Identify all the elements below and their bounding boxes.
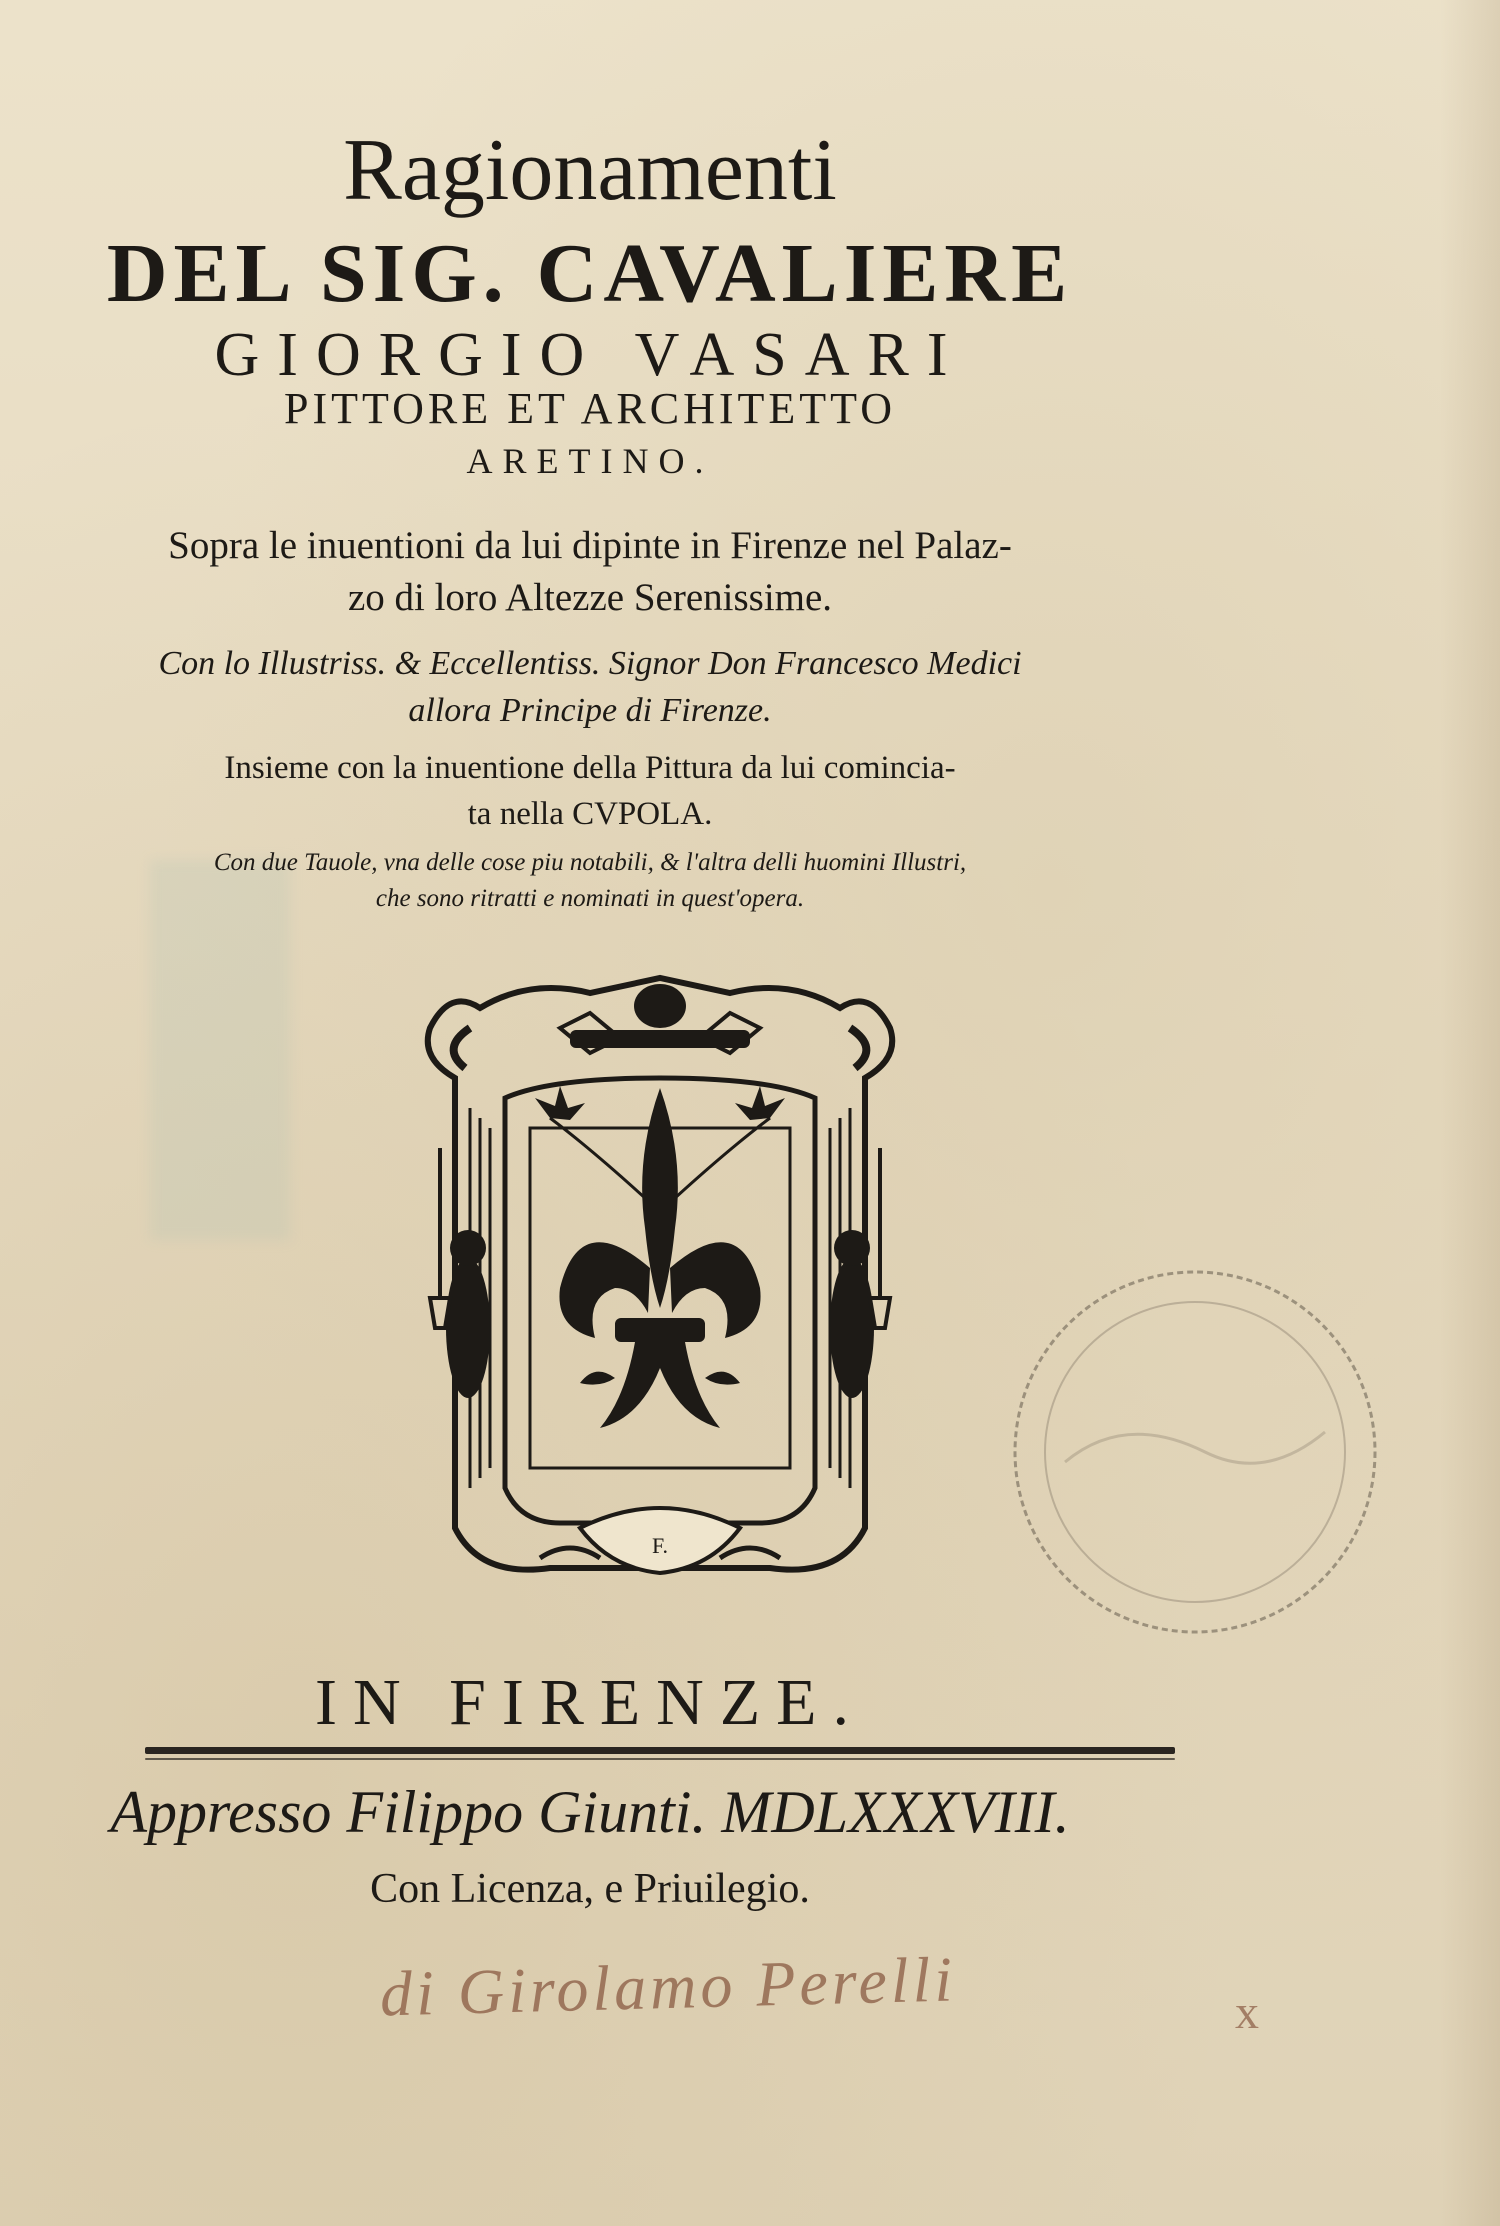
author-origin: ARETINO. — [466, 441, 714, 481]
horizontal-rule-thin — [145, 1758, 1175, 1760]
handwritten-ownership-signature: di Girolamo Perelli — [379, 1943, 957, 2030]
page-edge-shadow — [1440, 0, 1500, 2226]
text-line: Sopra le inuentioni da lui dipinte in Firenze nel Palaz- — [168, 524, 1012, 567]
author-name: GIORGIO VASARI — [214, 321, 966, 389]
text-line: allora Principe di Firenze. — [408, 692, 772, 729]
imprint-place: IN FIRENZE. — [315, 1666, 865, 1739]
horizontal-rule — [145, 1747, 1175, 1754]
text-line: zo di loro Altezze Serenissime. — [347, 576, 833, 619]
author-line-1: DEL SIG. CAVALIERE — [106, 227, 1074, 320]
emblem-letter: F. — [652, 1533, 668, 1558]
medici-fleur-de-lis-emblem — [410, 968, 910, 1598]
book-title: Ragionamenti — [343, 122, 837, 219]
library-stamp — [1005, 1262, 1385, 1642]
license-line: Con Licenza, e Priuilegio. — [370, 1866, 810, 1912]
text-line: Con due Tauole, vna delle cose piu notabili, & l'altra delli huomini Illustri, — [213, 849, 967, 876]
handwritten-mark: x — [1235, 1986, 1259, 2039]
text-line: Insieme con la inuentione della Pittura da lui comincia- — [224, 750, 956, 786]
text-line: che sono ritratti e nominati in quest'opera. — [375, 885, 805, 912]
show-through-stain — [150, 860, 290, 1240]
subtitle-paragraph-3 — [0, 745, 1180, 837]
text-line: Con lo Illustriss. & Eccellentiss. Signor Don Francesco Medici — [158, 645, 1022, 682]
subtitle-paragraph-4 — [0, 845, 1180, 917]
publisher-line: Appresso Filippo Giunti. MDLXXXVIII. — [110, 1779, 1070, 1845]
subtitle-paragraph-2 — [0, 640, 1180, 734]
author-profession: PITTORE ET ARCHITETTO — [284, 384, 896, 433]
text-line: ta nella CVPOLA. — [467, 796, 713, 832]
subtitle-paragraph-1 — [0, 520, 1180, 624]
